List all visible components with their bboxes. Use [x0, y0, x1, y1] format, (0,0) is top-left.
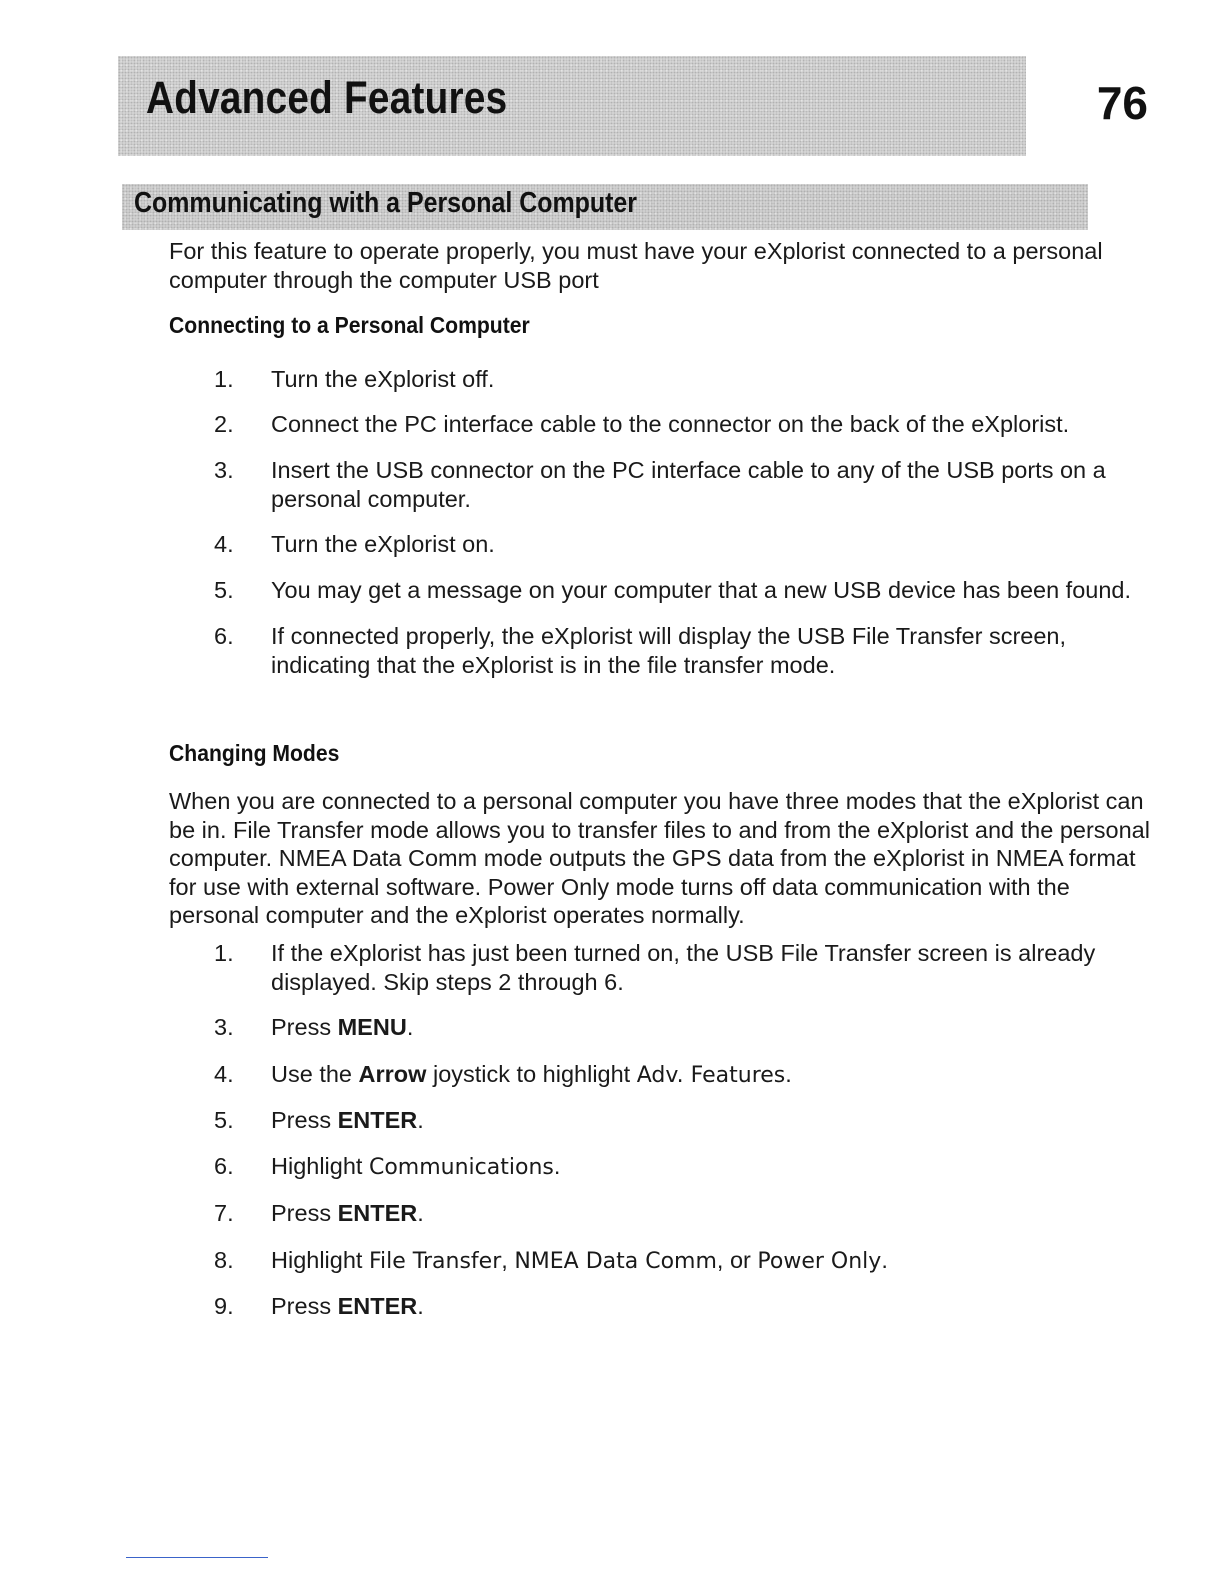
- step-number: 8.: [214, 1247, 234, 1273]
- screen-item-nmea-data-comm: NMEA Data Comm: [514, 1249, 717, 1274]
- enter-key-label: ENTER: [337, 1107, 418, 1133]
- menu-key-label: MENU: [337, 1014, 407, 1040]
- step-text: You may get a message on your computer that a new USB device has been found.: [271, 577, 1132, 603]
- step-number: 5.: [214, 577, 234, 603]
- modes-intro: When you are connected to a personal computer you have three modes that the eXplorist can be in. File Transfer mode allows you to transfer files to and from the eXplorist and the personal computer. NMEA Data Comm mode outputs the GPS data from the eXplorist in NMEA format for use with external software. Power Only mode turns off data communication with the personal computer and the eXplorist operates normally.: [169, 788, 1150, 928]
- page-number: 76: [1096, 77, 1148, 129]
- step-text: If the eXplorist has just been turned on, the USB File Transfer screen is already displayed. Skip steps 2 through 6.: [271, 940, 1096, 995]
- step-text: Press MENU.: [271, 1014, 414, 1040]
- step-text: Connect the PC interface cable to the connector on the back of the eXplorist.: [271, 411, 1070, 437]
- step-number: 5.: [214, 1107, 234, 1133]
- step-text: If connected properly, the eXplorist will display the USB File Transfer screen, indicating that the eXplorist is in the file transfer mode.: [271, 623, 1067, 678]
- connecting-heading: Connecting to a Personal Computer: [169, 312, 530, 338]
- screen-item-power-only: Power Only: [757, 1249, 882, 1274]
- screen-item-communications: Communications: [368, 1155, 554, 1180]
- step-number: 1.: [214, 940, 234, 966]
- footer-rule: [126, 1557, 268, 1558]
- step-number: 3.: [214, 457, 234, 483]
- step-text: Turn the eXplorist on.: [271, 531, 495, 557]
- enter-key-label: ENTER: [337, 1293, 418, 1319]
- step-number: 2.: [214, 411, 234, 437]
- step-number: 4.: [214, 531, 234, 557]
- step-text: Insert the USB connector on the PC interface cable to any of the USB ports on a personal computer.: [271, 457, 1106, 512]
- chapter-title: Advanced Features: [146, 72, 508, 123]
- screen-item-adv-features: Adv. Features: [636, 1063, 786, 1088]
- step-number: 1.: [214, 366, 234, 392]
- step-number: 7.: [214, 1200, 234, 1226]
- enter-key-label: ENTER: [337, 1200, 418, 1226]
- step-number: 6.: [214, 1153, 234, 1179]
- section-intro: For this feature to operate properly, you must have your eXplorist connected to a personal computer through the computer USB port: [169, 238, 1103, 293]
- section-title: Communicating with a Personal Computer: [134, 187, 638, 219]
- step-number: 9.: [214, 1293, 234, 1319]
- screen-item-file-transfer: File Transfer: [368, 1249, 502, 1274]
- step-text: Turn the eXplorist off.: [271, 366, 495, 392]
- step-number: 4.: [214, 1061, 234, 1087]
- step-text: Press ENTER.: [271, 1200, 424, 1226]
- modes-heading: Changing Modes: [169, 740, 340, 766]
- step-text: Highlight Communications.: [271, 1153, 561, 1180]
- arrow-key-label: Arrow: [358, 1061, 427, 1087]
- step-number: 3.: [214, 1014, 234, 1040]
- step-number: 6.: [214, 623, 234, 649]
- step-text: Highlight File Transfer, NMEA Data Comm, or Power Only.: [271, 1247, 888, 1274]
- step-text: Press ENTER.: [271, 1107, 424, 1133]
- step-text: Press ENTER.: [271, 1293, 424, 1319]
- step-text: Use the Arrow joystick to highlight Adv. Features.: [271, 1061, 792, 1088]
